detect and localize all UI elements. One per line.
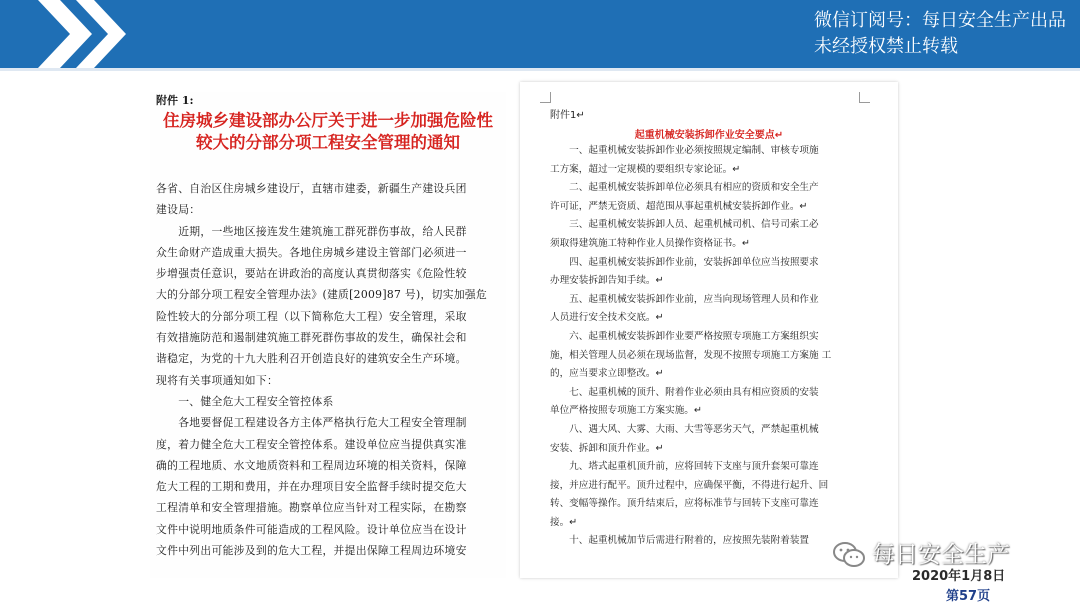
document-body: 一、起重机械安装拆卸作业必须按照规定编制、审核专项施 工方案，超过一定规模的要组织专家论证。↵ 二、起重机械安装拆卸单位必须具有相应的资质和安全生产 许可证，严禁无资质、超范围从事起重机械安装拆卸作业。↵ 三、起重机械安装拆卸人员、起重机械司机、信号司索工必 须取得建筑施工特种作业人员操作资格证书。↵ 四、起重机械安装拆卸作业前，安装拆卸单位应当按照要求 办理安装拆卸告知手续。↵ 五、起重机械安装拆卸作业前，应当向现场管理人员和作业 人员进行安全技术交底。↵ 六、起重机械安装拆卸作业要严格按照专项施工方案组织实 施，相关管理人员必须在现场监督，发现不按照专项施工方案施 工 的，应当要求立即整改。↵ 七、起重机械的顶升、附着作业必须由具有相应资质的安装 单位严格按照专项施工方案实施。↵ 八、遇大风、大雾、大雨、大雪等恶劣天气，严禁起重机械 安装、拆卸和顶升作业。↵ 九、塔式起重机顶升前，应将回转下支座与顶升套架可靠连 接，并应进行配平。顶升过程中，应确保平衡，不得进行起升、回 转、变幅等操作。顶升结束后，应将标准节与回转下支座可靠连 接。↵ 十、起重机械加节后需进行附着的，应按照先装附着装置 — [550, 145, 832, 547]
document-body: 各省、自治区住房城乡建设厅，直辖市建委，新疆生产建设兵团 建设局： 近期，一些地区接连发生建筑施工群死群伤事故，给人民群 众生命财产造成重大损失。各地住房城乡建设主管部门必须进一 步增强责任意识，要站在讲政治的高度认真贯彻落实《危险性较 大的分部分项工程安全管理办法》(建质[2009]87 号)，切实加强危 险性较大的分部分项工程（以下简称危大工程）安全管理，采取 有效措施防范和遏制建筑施工群死群伤事故的发生，确保社会和 谐稳定，为党的十九大胜利召开创造良好的建筑安全生产环境。 现将有关事项通知如下： 一、健全危大工程安全管控体系 各地要督促工程建设各方主体严格执行危大工程安全管理制 度，着力健全危大工程安全管控体系。建设单位应当提供真实准 确的工程地质、水文地质资料和工程周边环境的相关资料，保障 危大工程的工期和费用，并在办理项目安全监督手续时提交危大 工程清单和安全管理措施。勘察单位应当针对工程实际，在勘察 文件中说明地质条件可能造成的工程风险。设计单位应当在设计 文件中列出可能涉及到的危大工程，并提出保障工程周边环境安 — [156, 182, 488, 558]
document-title-line-1: 住房城乡建设部办公厅关于进一步加强危险性 — [163, 111, 493, 130]
footer-date: 2020年1月8日 — [912, 569, 1006, 584]
margin-corner-mark — [859, 92, 870, 103]
watermark-text: 每日安全生产 — [872, 542, 1010, 568]
margin-corner-mark — [540, 92, 551, 103]
banner-line-2: 未经授权禁止转载 — [814, 36, 958, 57]
document-title — [150, 110, 506, 154]
attachment-label: 附件 1: — [156, 94, 194, 107]
double-chevron-icon — [38, 0, 138, 68]
page-number: 第57页 — [946, 589, 991, 604]
left-document-scan — [150, 92, 506, 578]
document-title: 起重机械安装拆卸作业安全要点↵ — [634, 130, 784, 141]
banner-text — [814, 8, 1066, 60]
header-banner — [0, 0, 1080, 68]
banner-line-1: 微信订阅号：每日安全生产出品 — [814, 10, 1066, 31]
header-divider — [0, 68, 1080, 71]
wechat-icon — [832, 540, 866, 570]
document-title-line-2: 较大的分部分项工程安全管理的通知 — [196, 133, 460, 152]
attachment-label: 附件1↵ — [550, 110, 585, 121]
right-document-page — [520, 82, 898, 578]
